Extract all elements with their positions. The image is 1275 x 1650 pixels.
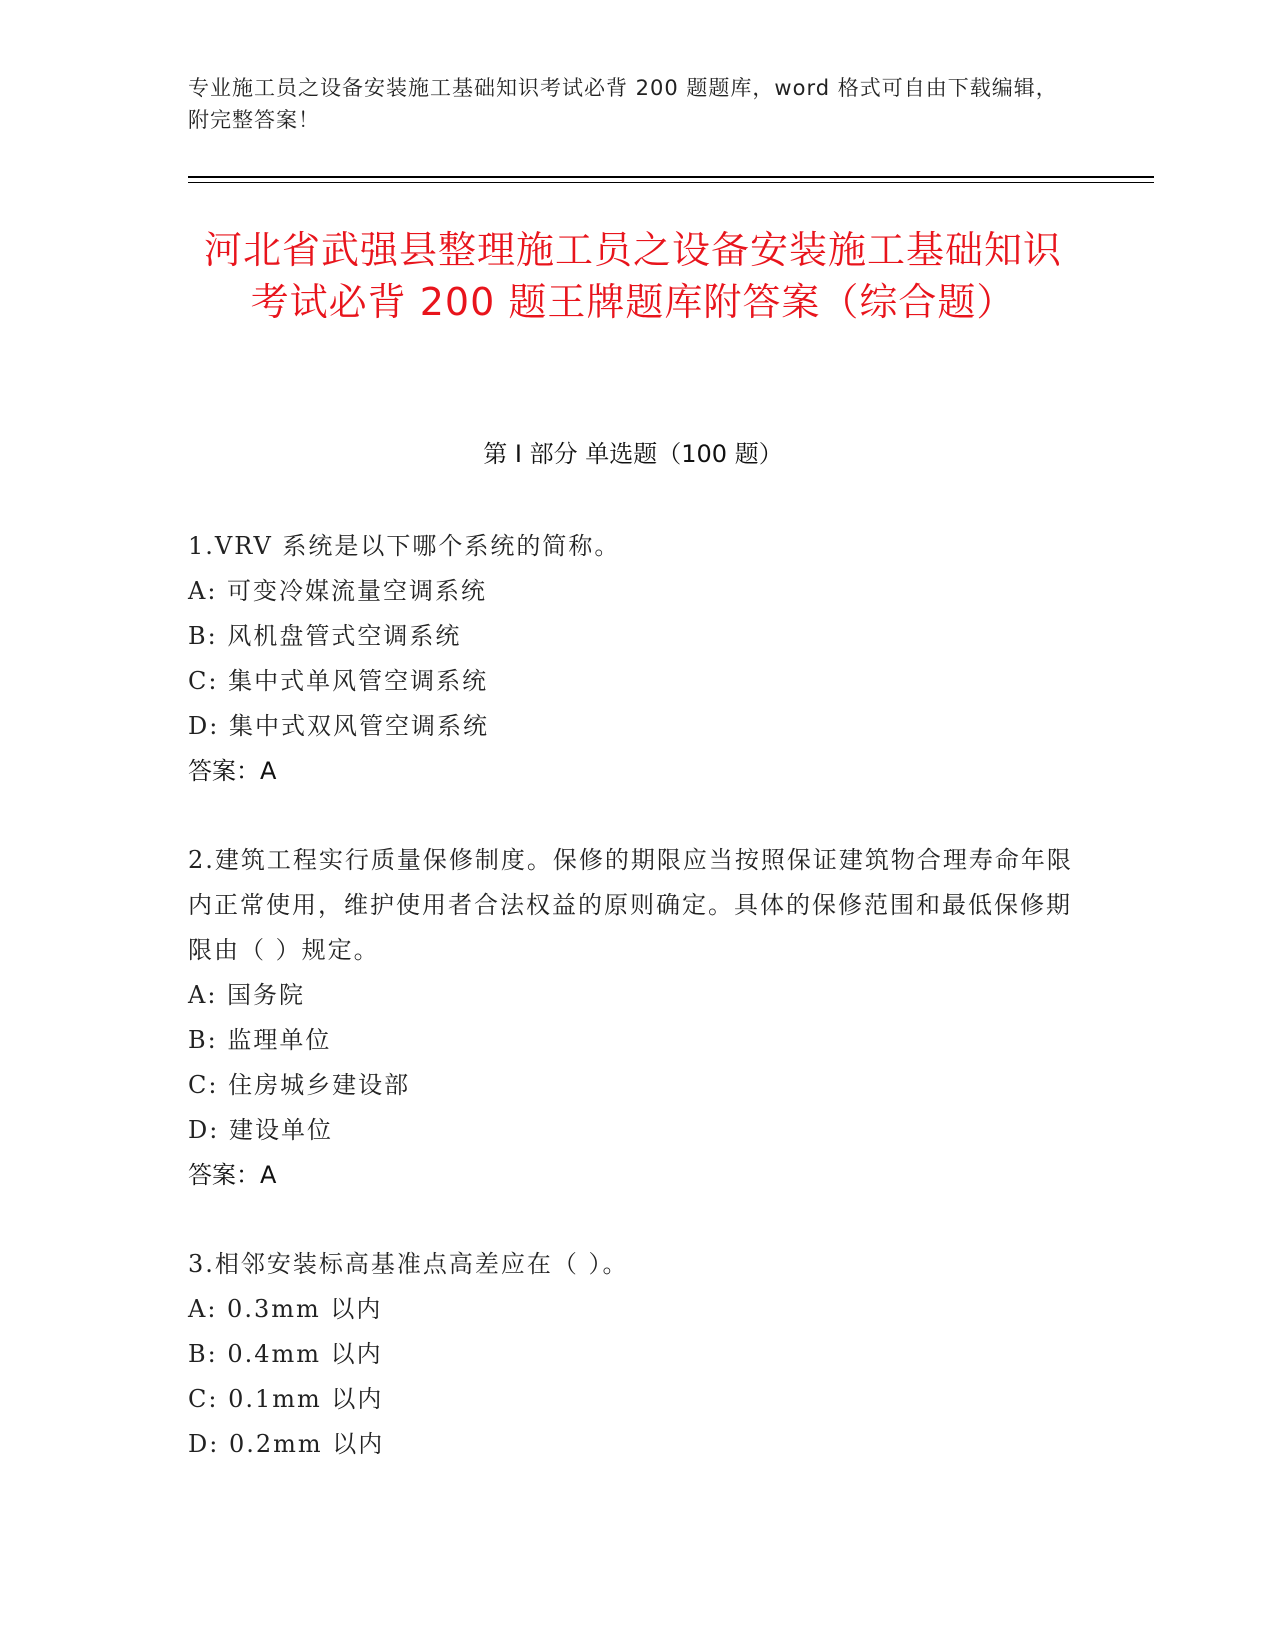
option-d: D: 建设单位 [188,1116,333,1144]
document-title: 河北省武强县整理施工员之设备安装施工基础知识考试必背 200 题王牌题库附答案（综合题） [203,228,1062,324]
option-a: A: 可变冷媒流量空调系统 [188,577,488,605]
option-b: B: 监理单位 [188,1026,332,1054]
option-a: A: 国务院 [188,981,306,1009]
header-note: 专业施工员之设备安装施工基础知识考试必背 200 题题库，word 格式可自由下载编辑，附完整答案！ [188,76,1058,132]
option-c: C: 0.1mm 以内 [188,1385,384,1413]
question-stem: 2.建筑工程实行质量保修制度。保修的期限应当按照保证建筑物合理寿命年限内正常使用，维护使用者合法权益的原则确定。具体的保修范围和最低保修期限由（ ）规定。 [188,846,1073,964]
question-list [188,524,1078,1511]
answer-label: 答案：A [188,757,277,785]
question-stem: 1.VRV 系统是以下哪个系统的简称。 [188,532,621,560]
option-d: D: 集中式双风管空调系统 [188,712,489,740]
section-heading: 第 I 部分 单选题（100 题） [483,440,783,468]
question-2 [188,838,1078,1198]
option-b: B: 风机盘管式空调系统 [188,622,462,650]
header-divider-thick [188,176,1154,178]
header-divider-thin [188,182,1154,183]
option-a: A: 0.3mm 以内 [188,1295,383,1323]
option-d: D: 0.2mm 以内 [188,1430,385,1458]
question-3 [188,1242,1078,1467]
answer-label: 答案：A [188,1161,277,1189]
option-c: C: 集中式单风管空调系统 [188,667,489,695]
question-stem: 3.相邻安装标高基准点高差应在（ ）。 [188,1250,629,1278]
question-1 [188,524,1078,794]
option-b: B: 0.4mm 以内 [188,1340,383,1368]
option-c: C: 住房城乡建设部 [188,1071,411,1099]
